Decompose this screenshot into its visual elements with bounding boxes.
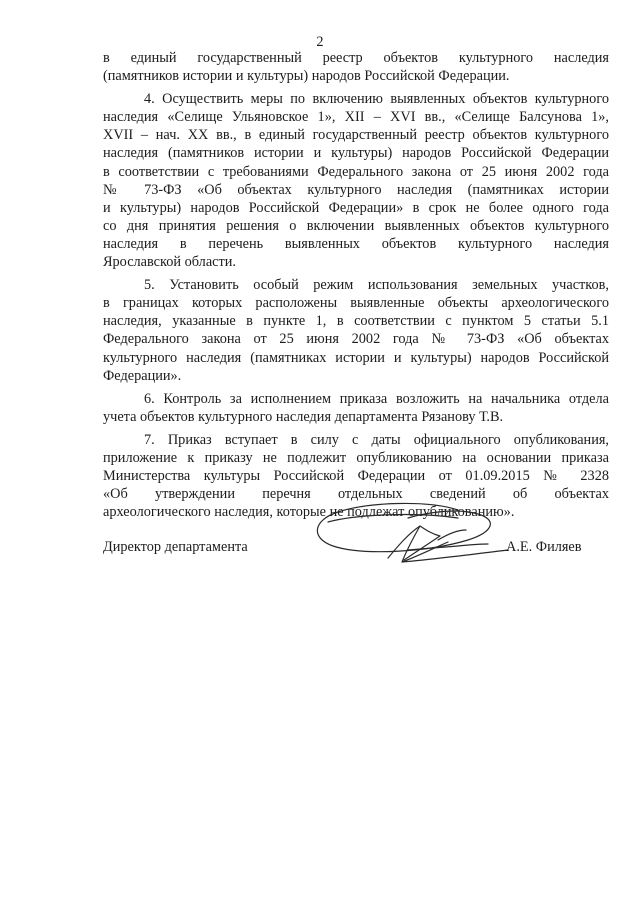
text-line: со дня принятия решения о включении выявленных объектов культурного	[103, 217, 609, 234]
text-line: археологического наследия, которые не подлежат опубликованию».	[103, 504, 515, 521]
page-number: 2	[316, 34, 324, 50]
text-line: приложение к приказу не подлежит опубликованию на основании приказа	[103, 449, 609, 466]
text-line: и культуры) народов Российской Федерации» в срок не более одного года	[103, 199, 609, 216]
text-line: 7. Приказ вступает в силу с даты официального опубликования,	[144, 431, 609, 448]
text-line: XVII – нач. XX вв., в единый государственный реестр объектов культурного	[103, 127, 609, 144]
text-line: в границах которых расположены выявленные объекты археологического	[103, 295, 609, 312]
text-line: 4. Осуществить меры по включению выявленных объектов культурного	[144, 91, 609, 108]
text-line: Федерального закона от 25 июня 2002 года № 73-ФЗ «Об объектах	[103, 331, 609, 348]
text-line: 5. Установить особый режим использования земельных участков,	[144, 277, 609, 294]
text-line: Ярославской области.	[103, 254, 236, 271]
signatory-name: А.Е. Филяев	[506, 539, 582, 555]
text-line: 6. Контроль за исполнением приказа возложить на начальника отдела	[144, 390, 609, 407]
text-line: в соответствии с требованиями Федерального закона от 25 июня 2002 года	[103, 163, 609, 180]
handwritten-signature	[308, 500, 528, 570]
text-line: «Об утверждении перечня отдельных сведений об объектах	[103, 486, 609, 503]
text-line: № 73-ФЗ «Об объектах культурного наследия (памятниках истории	[103, 181, 609, 198]
text-line: наследия (памятников истории и культуры) народов Российской Федерации	[103, 145, 609, 162]
text-line: наследия в перечень выявленных объектов культурного наследия	[103, 235, 609, 252]
text-line: наследия, указанные в пункте 1, в соответствии с пунктом 5 статьи 5.1	[103, 313, 609, 330]
signatory-position: Директор департамента	[103, 539, 248, 555]
text-line: учета объектов культурного наследия департамента Рязанову Т.В.	[103, 408, 504, 425]
text-line: Федерации».	[103, 367, 182, 384]
text-line: наследия «Селище Ульяновское 1», XII – XVI вв., «Селище Балсунова 1»,	[103, 109, 609, 126]
text-line: в единый государственный реестр объектов культурного наследия	[103, 50, 609, 66]
text-line: Министерства культуры Российской Федерации от 01.09.2015 № 2328	[103, 468, 609, 485]
text-line: (памятников истории и культуры) народов Российской Федерации.	[103, 68, 510, 85]
text-line: культурного наследия (памятниках истории и культуры) народов Российской	[103, 349, 609, 366]
